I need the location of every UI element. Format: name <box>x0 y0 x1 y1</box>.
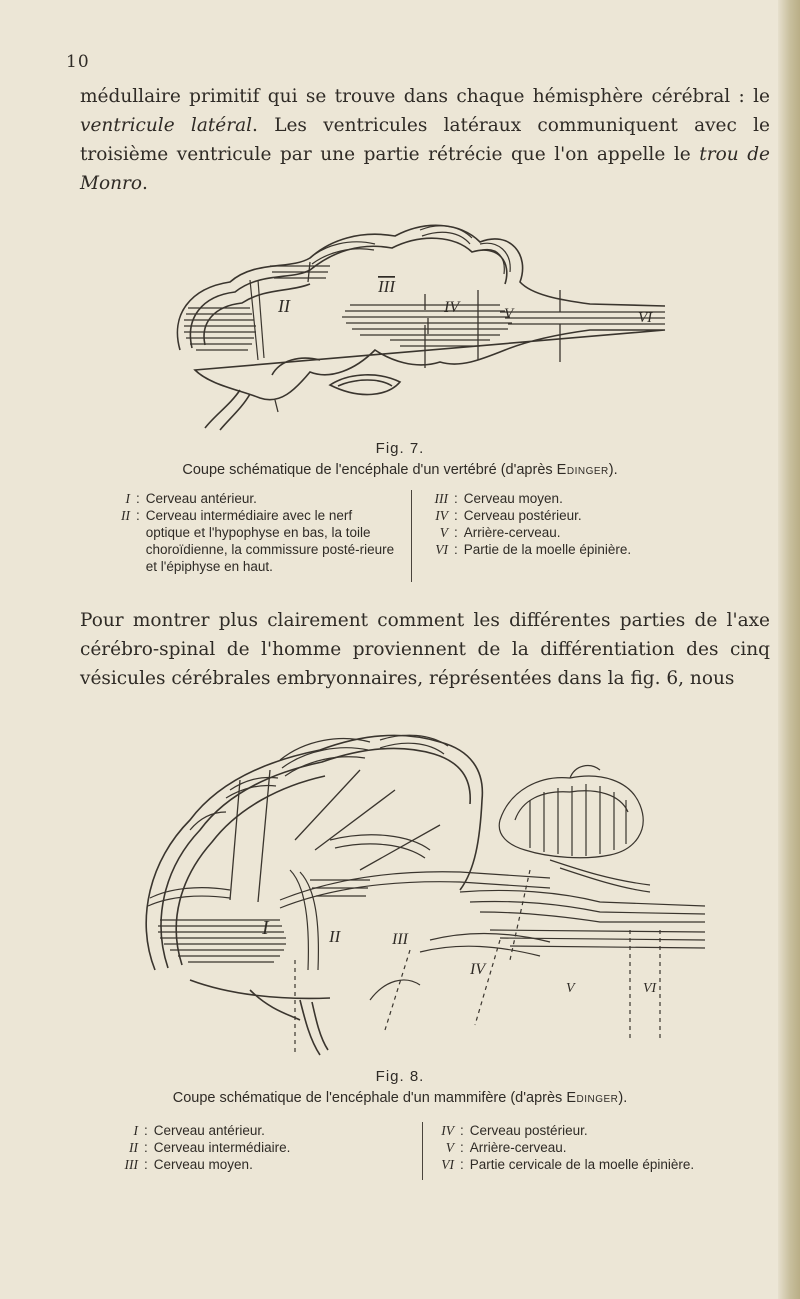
legend-item-number: IV <box>435 508 448 523</box>
legend-item-text: Cerveau intermédiaire avec le nerf optique et l'hypophyse en bas, la toile choroïdienne, la commissure posté-rieure et l'épiphyse en haut. <box>145 508 395 574</box>
figure8-legend-divider <box>422 1122 423 1180</box>
intro-paragraph <box>80 82 770 198</box>
fig8-label-IV: IV <box>470 961 486 978</box>
legend-item-number: III <box>124 1157 138 1172</box>
legend-item: IV : Cerveau postérieur. <box>426 507 726 524</box>
figure8-caption <box>0 1090 800 1106</box>
legend-item: V : Arrière-cerveau. <box>426 524 726 541</box>
figure7-legend-divider <box>411 490 412 582</box>
legend-item-text: Cerveau antérieur. <box>145 491 257 506</box>
legend-item-number: IV <box>441 1123 454 1138</box>
fig8-label-V: V <box>566 981 575 996</box>
legend-item: VI : Partie de la moelle épinière. <box>426 541 726 558</box>
figure7-legend-left <box>116 490 396 575</box>
legend-item-text: Partie cervicale de la moelle épinière. <box>469 1157 695 1172</box>
legend-item-number: I <box>133 1123 138 1138</box>
legend-item-number: VI <box>441 1157 454 1172</box>
legend-item-number: II <box>121 508 130 523</box>
legend-item: I : Cerveau antérieur. <box>116 1122 396 1139</box>
legend-item-number: VI <box>435 542 448 557</box>
legend-item: I : Cerveau antérieur. <box>116 490 396 507</box>
intro-italic-lateral-ventricle: ventricule latéral <box>80 115 253 136</box>
legend-item-text: Cerveau postérieur. <box>463 508 582 523</box>
intro-text-a: médullaire primitif qui se trouve dans chaque hémisphère cérébral : le <box>80 86 770 107</box>
figure8-caption-author: Edinger <box>566 1090 619 1106</box>
legend-item-number: II <box>129 1140 138 1155</box>
figure7-caption-author: Edinger <box>556 462 609 478</box>
figure7-caption-main: Coupe schématique de l'encéphale d'un vertébré (d'après <box>182 462 557 478</box>
page-number: 10 <box>66 52 90 72</box>
legend-item: II : Cerveau intermédiaire. <box>116 1139 396 1156</box>
figure7-number: Fig. 7. <box>375 440 425 457</box>
figure7-caption <box>0 462 800 478</box>
legend-item-number: V <box>445 1140 454 1155</box>
figure7-illustration <box>160 200 680 435</box>
intro-italic-monro: trou de Monro <box>80 144 770 194</box>
figure8-number: Fig. 8. <box>375 1068 425 1085</box>
legend-item-text: Cerveau postérieur. <box>469 1123 588 1138</box>
middle-paragraph: Pour montrer plus clairement comment les différentes parties de l'axe cérébro-spinal de l'homme proviennent de la différentiation des cinq vésicules cérébrales embryonnaires, réprésentées dans la fig. 6, nous <box>80 610 770 689</box>
fig7-label-IV: IV <box>444 299 460 316</box>
legend-item-text: Cerveau intermédiaire. <box>153 1140 291 1155</box>
figure7-caption-end: ). <box>608 462 618 478</box>
legend-item: II : Cerveau intermédiaire avec le nerf optique et l'hypophyse en bas, la toile choroïdienne, la commissure posté-rieure et l'épiphyse en haut. <box>116 507 396 575</box>
intro-text-b: . Les ventricules latéraux communiquent avec le troisième ventricule par une partie rétrécie que l'on appelle le <box>80 115 770 165</box>
figure8-caption-end: ). <box>618 1090 628 1106</box>
fig8-label-VI: VI <box>643 981 657 996</box>
legend-item: IV : Cerveau postérieur. <box>432 1122 762 1139</box>
legend-item-number: I <box>125 491 130 506</box>
figure8-caption-main: Coupe schématique de l'encéphale d'un mammifère (d'après <box>172 1090 567 1106</box>
figure8-legend-right <box>432 1122 762 1173</box>
legend-item-text: Arrière-cerveau. <box>463 525 561 540</box>
fig7-label-VI: VI <box>638 310 653 326</box>
figure8-legend-left <box>116 1122 396 1173</box>
legend-item-text: Cerveau antérieur. <box>153 1123 265 1138</box>
legend-item-number: III <box>434 491 448 506</box>
legend-item-text: Cerveau moyen. <box>153 1157 253 1172</box>
legend-item-text: Partie de la moelle épinière. <box>463 542 632 557</box>
fig8-label-III: III <box>392 931 408 948</box>
legend-item: III : Cerveau moyen. <box>426 490 726 507</box>
legend-item: III : Cerveau moyen. <box>116 1156 396 1173</box>
fig8-label-I: I <box>262 917 269 939</box>
intro-text-c: . <box>141 173 148 194</box>
fig7-label-II: II <box>278 296 290 316</box>
fig8-label-II: II <box>329 927 341 946</box>
legend-item-text: Arrière-cerveau. <box>469 1140 567 1155</box>
figure8-illustration <box>130 720 710 1065</box>
fig7-label-V: V <box>504 306 514 322</box>
figure7-legend-right <box>426 490 726 558</box>
legend-item-number: V <box>439 525 448 540</box>
legend-item: VI : Partie cervicale de la moelle épinière. <box>432 1156 762 1173</box>
legend-item-text: Cerveau moyen. <box>463 491 563 506</box>
fig7-label-III: III <box>378 277 395 296</box>
legend-item: V : Arrière-cerveau. <box>432 1139 762 1156</box>
